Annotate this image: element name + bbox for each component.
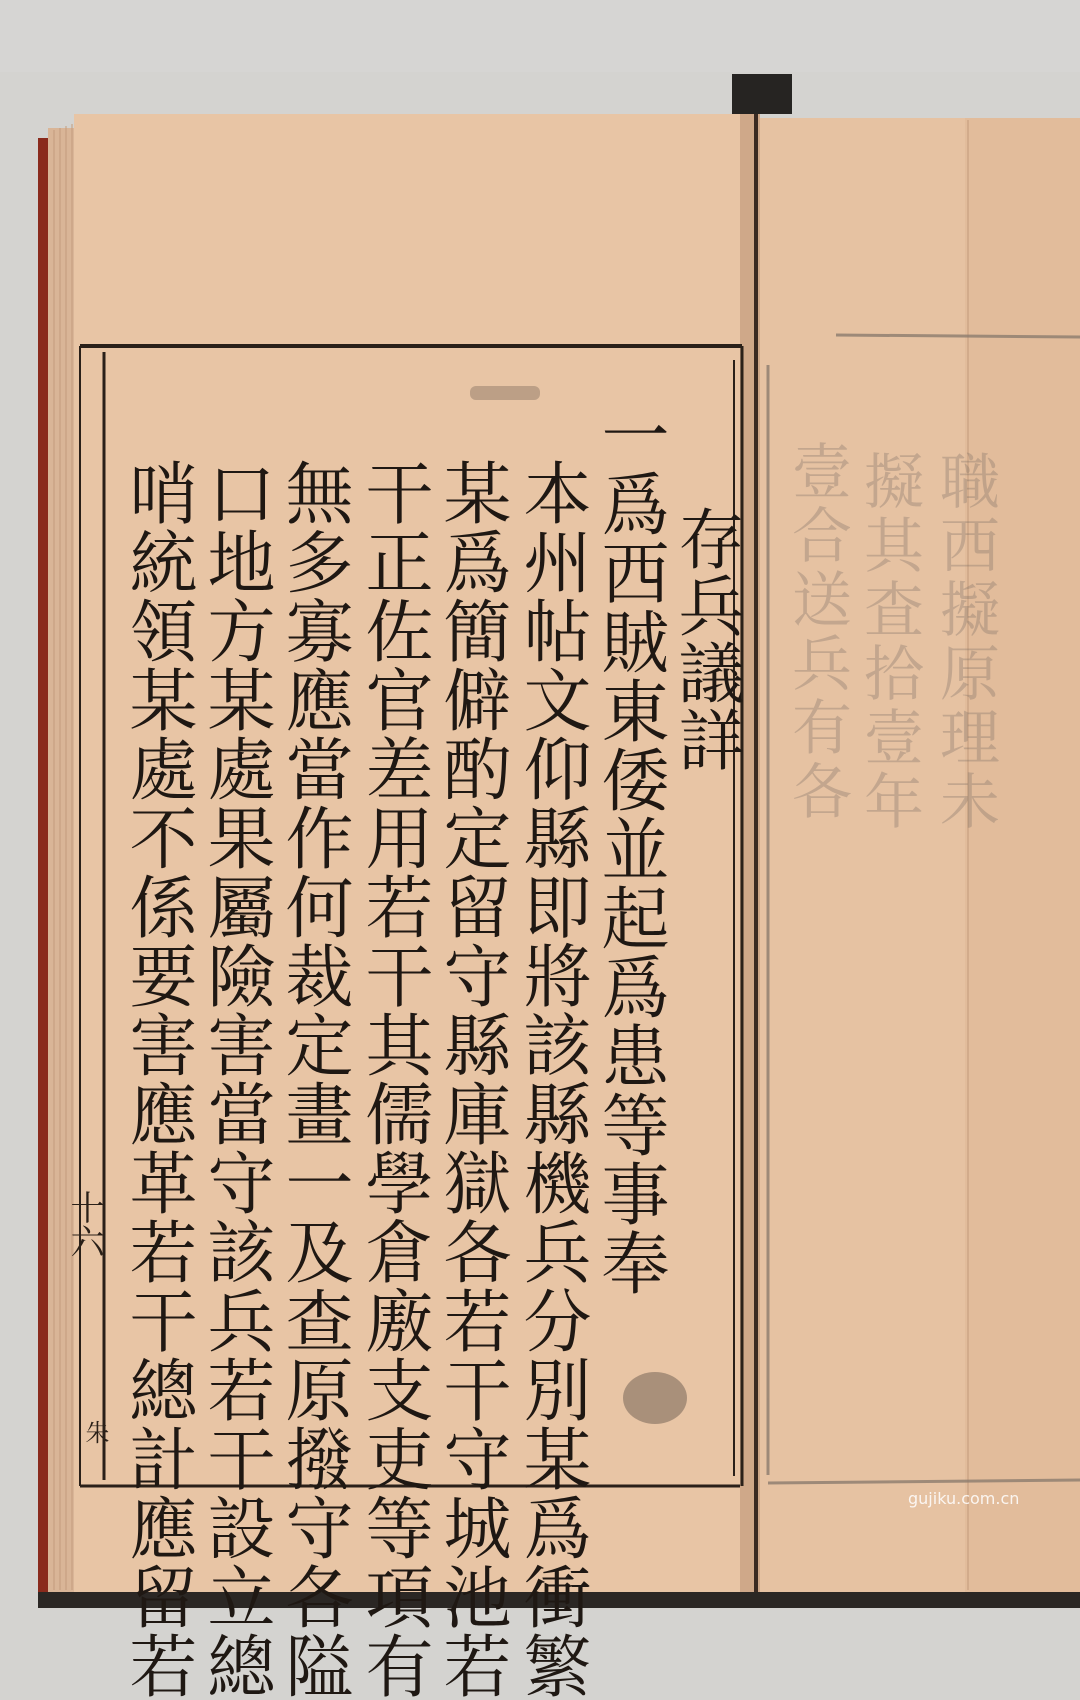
column-8: 哨統領某處不係要害應革若干總計應留若 — [118, 458, 197, 1700]
right-page-ghost-column-1: 職西擬原理未 — [930, 450, 1000, 834]
printer-mark: 朱 — [81, 1420, 109, 1444]
column-6: 無多寡應當作何裁定畫一及查原撥守各隘 — [274, 458, 353, 1700]
site-watermark: gujiku.com.cn — [908, 1489, 1020, 1508]
column-2: 一爲西賊東倭並起爲患等事奉 — [590, 400, 669, 1297]
column-3: 本州帖文仰縣即將該縣機兵分別某爲衝繁 — [512, 458, 591, 1700]
column-7: 口地方某處果屬險害當守該兵若干設立總 — [196, 458, 275, 1700]
column-4: 某爲簡僻酌定留守縣庫獄各若干守城池若 — [432, 458, 511, 1700]
right-page-ghost-column-3: 壹合送兵有各 — [782, 440, 852, 824]
column-5: 干正佐官差用若干其儒學倉廒支吏等項有 — [354, 458, 433, 1700]
folio-number: 十六 — [64, 1190, 104, 1258]
right-page-ghost-column-2: 擬其査拾壹年 — [854, 450, 924, 834]
column-title: 存兵議詳 — [667, 505, 744, 773]
